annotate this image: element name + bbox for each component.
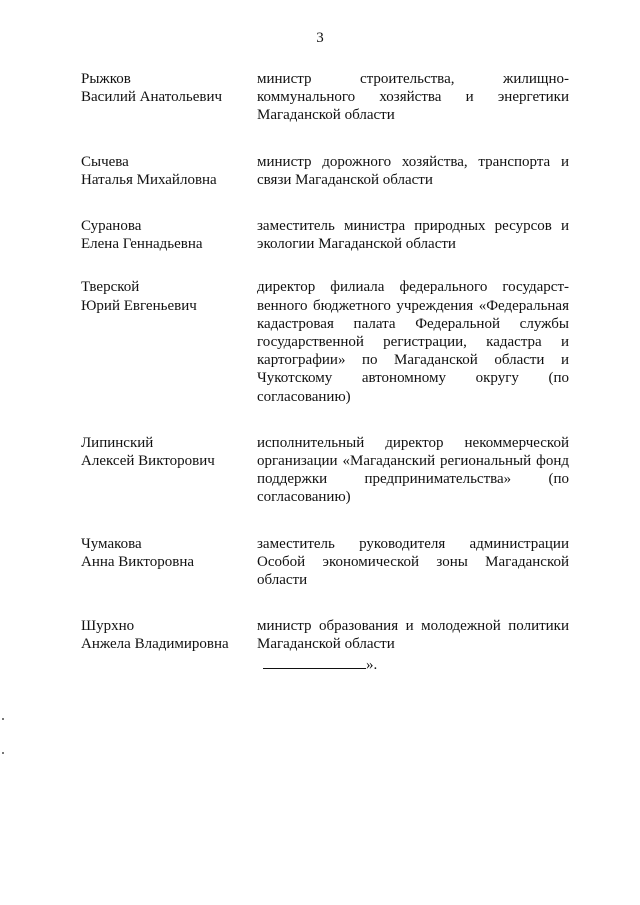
member-role: исполнительный директор некоммерческой организации «Магаданский региональный фонд поддержки предпринимательства» (по согласованию): [257, 434, 569, 506]
member-role: министр образования и молодежной политики Магаданской области: [257, 618, 569, 653]
closing-mark: [263, 656, 377, 674]
member-full-name: [81, 617, 257, 653]
member-surname: Шурхно: [81, 618, 135, 635]
page-number: 3: [316, 30, 324, 46]
member-surname: Рыжков: [81, 71, 131, 87]
member-full-name: [81, 535, 257, 571]
member-given-names: Анжела Владимировна: [81, 636, 229, 653]
member-full-name: [81, 278, 257, 314]
member-given-names: Алексей Викторович: [81, 453, 215, 470]
member-surname: Сычева: [81, 153, 129, 170]
member-entry: [81, 278, 571, 405]
member-surname: Чумакова: [81, 535, 142, 552]
member-role: министр строительства, жилищно-коммунального хозяйства и энергетики Магаданской области: [257, 71, 569, 124]
closing-quote: ».: [366, 657, 378, 673]
margin-scan-mark: [2, 718, 4, 720]
member-list: [81, 70, 571, 682]
member-given-names: Василий Анатольевич: [81, 89, 223, 106]
member-given-names: Юрий Евгеньевич: [81, 297, 197, 314]
member-full-name: [81, 434, 257, 470]
member-entry: [81, 535, 571, 590]
member-entry: [81, 153, 571, 189]
member-role: директор филиала федерального государст-венного бюджетного учреждения «Федеральная кадастровая палата Федеральной службы государственной регистрации, кадастра и картографии» по Магаданской области и Чукотскому автономному округу (по согласованию): [257, 279, 569, 405]
member-entry: [81, 434, 571, 507]
member-role: заместитель министра природных ресурсов и экологии Магаданской области: [257, 218, 569, 253]
margin-scan-mark: [2, 752, 4, 754]
member-full-name: [81, 70, 257, 106]
member-entry: [81, 217, 571, 253]
member-given-names: Анна Викторовна: [81, 553, 195, 570]
member-role: заместитель руководителя администрации Особой экономической зоны Магаданской области: [257, 535, 569, 589]
member-surname: Липинский: [81, 434, 154, 451]
member-given-names: Наталья Михайловна: [81, 171, 217, 188]
closing-rule: [263, 656, 366, 669]
member-given-names: Елена Геннадьевна: [81, 236, 203, 253]
member-role: министр дорожного хозяйства, транспорта и связи Магаданской области: [257, 153, 569, 188]
member-surname: Суранова: [81, 218, 142, 235]
member-entry: [81, 70, 571, 125]
member-full-name: [81, 153, 257, 189]
member-entry: [81, 617, 571, 653]
member-surname: Тверской: [81, 279, 140, 296]
member-full-name: [81, 217, 257, 253]
